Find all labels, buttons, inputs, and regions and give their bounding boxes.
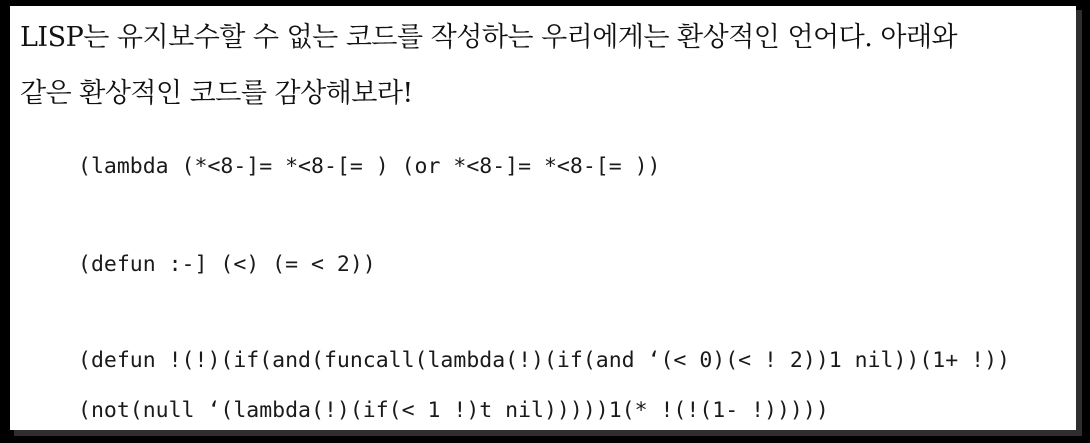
frame-shadow-right [1076, 10, 1082, 436]
code-line-defun-factorial-1: (defun !(!)(if(and(funcall(lambda(!)(if(and ‘(< 0)(< ! 2))1 nil))(1+ !)) [78, 348, 1010, 373]
intro-paragraph [20, 10, 1070, 122]
frame-shadow-bottom [14, 430, 1082, 436]
code-line-defun-factorial-2: (not(null ‘(lambda(!)(if(< 1 !)t nil)))))1(* !(!(1- !))))) [78, 398, 829, 423]
intro-line-2: 같은 환상적인 코드를 감상해보라! [20, 78, 413, 109]
code-line-lambda: (lambda (*<8-]= *<8-[= ) (or *<8-]= *<8-[= )) [78, 154, 661, 179]
document-frame [10, 6, 1076, 430]
intro-line-1: LISP는 유지보수할 수 없는 코드를 작성하는 우리에게는 환상적인 언어다. 아래와 [20, 22, 958, 53]
code-line-defun-smiley: (defun :-] (<) (= < 2)) [78, 252, 376, 277]
